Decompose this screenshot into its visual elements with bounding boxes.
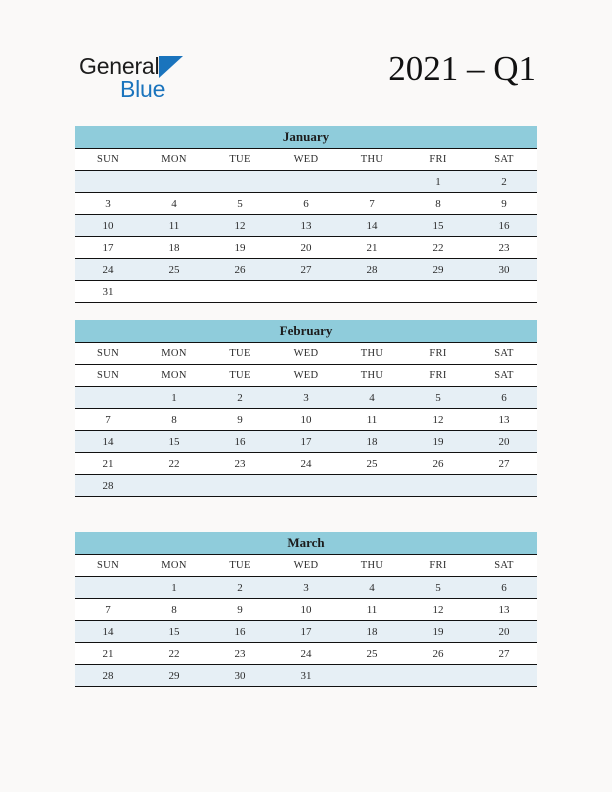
day-of-week-header-tue: TUE: [207, 343, 273, 365]
day-of-week-header-thu: THU: [339, 343, 405, 365]
day-cell-empty: [273, 281, 339, 303]
day-of-week-header-sat: SAT: [471, 343, 537, 365]
week-row: [75, 475, 537, 497]
day-cell[interactable]: 20: [471, 431, 537, 453]
day-of-week-header-sun: SUN: [75, 149, 141, 171]
day-of-week-header-sat: SAT: [471, 149, 537, 171]
day-cell[interactable]: 14: [75, 621, 141, 643]
day-cell[interactable]: 5: [405, 577, 471, 599]
day-cell-empty: [207, 475, 273, 497]
day-cell-empty: [75, 171, 141, 193]
day-cell[interactable]: 2: [207, 577, 273, 599]
day-cell[interactable]: 29: [405, 259, 471, 281]
day-of-week-header-sun: SUN: [75, 555, 141, 577]
day-cell[interactable]: 18: [141, 237, 207, 259]
day-of-week-header-row: [75, 149, 537, 171]
day-cell[interactable]: 29: [141, 665, 207, 687]
day-cell-empty: [75, 387, 141, 409]
day-cell[interactable]: 15: [141, 621, 207, 643]
day-cell[interactable]: 22: [141, 643, 207, 665]
day-cell[interactable]: 1: [141, 577, 207, 599]
day-cell[interactable]: 11: [141, 215, 207, 237]
page-header: [0, 0, 612, 120]
day-cell[interactable]: 9: [471, 193, 537, 215]
day-cell[interactable]: 9: [207, 599, 273, 621]
week-row: [75, 431, 537, 453]
day-of-week-header-wed: WED: [273, 343, 339, 365]
day-cell[interactable]: 18: [339, 621, 405, 643]
day-cell[interactable]: 2: [471, 171, 537, 193]
day-cell[interactable]: 30: [207, 665, 273, 687]
day-cell[interactable]: 10: [273, 599, 339, 621]
day-cell[interactable]: 10: [273, 409, 339, 431]
day-of-week-header-thu: THU: [339, 149, 405, 171]
day-cell[interactable]: 23: [207, 453, 273, 475]
week-row: [75, 237, 537, 259]
day-cell[interactable]: 18: [339, 431, 405, 453]
day-cell-empty: [405, 665, 471, 687]
day-of-week-header-thu: THU: [339, 365, 405, 387]
day-cell[interactable]: 21: [339, 237, 405, 259]
day-cell[interactable]: 26: [207, 259, 273, 281]
day-cell[interactable]: 12: [405, 409, 471, 431]
day-of-week-header-wed: WED: [273, 365, 339, 387]
day-cell[interactable]: 4: [339, 387, 405, 409]
week-row: [75, 193, 537, 215]
day-cell-empty: [207, 281, 273, 303]
triangle-right-icon: [159, 56, 183, 78]
day-of-week-header-sat: SAT: [471, 555, 537, 577]
brand-logo: [79, 54, 279, 106]
day-cell-empty: [273, 475, 339, 497]
day-cell[interactable]: 7: [75, 409, 141, 431]
day-cell[interactable]: 19: [405, 621, 471, 643]
week-row: [75, 453, 537, 475]
day-of-week-header-sat: SAT: [471, 365, 537, 387]
week-row: [75, 599, 537, 621]
day-cell-empty: [471, 665, 537, 687]
day-cell[interactable]: 4: [339, 577, 405, 599]
day-of-week-header-tue: TUE: [207, 365, 273, 387]
day-of-week-header-fri: FRI: [405, 149, 471, 171]
week-row: [75, 281, 537, 303]
day-of-week-header-fri: FRI: [405, 555, 471, 577]
day-cell[interactable]: 22: [405, 237, 471, 259]
day-of-week-header-tue: TUE: [207, 149, 273, 171]
month-title: January: [75, 126, 537, 149]
day-cell[interactable]: 15: [405, 215, 471, 237]
day-of-week-header-sun: SUN: [75, 365, 141, 387]
day-cell-empty: [339, 171, 405, 193]
day-cell-empty: [339, 475, 405, 497]
day-of-week-header-fri: FRI: [405, 343, 471, 365]
day-cell[interactable]: 27: [273, 259, 339, 281]
day-of-week-header-fri: FRI: [405, 365, 471, 387]
day-of-week-header-wed: WED: [273, 149, 339, 171]
week-row: [75, 259, 537, 281]
day-cell-empty: [75, 577, 141, 599]
day-cell[interactable]: 24: [75, 259, 141, 281]
day-cell[interactable]: 22: [141, 453, 207, 475]
day-cell[interactable]: 1: [405, 171, 471, 193]
day-cell[interactable]: 28: [339, 259, 405, 281]
day-cell[interactable]: 2: [207, 387, 273, 409]
month-grid: [75, 343, 537, 497]
day-cell[interactable]: 24: [273, 453, 339, 475]
day-cell-empty: [141, 475, 207, 497]
day-cell[interactable]: 24: [273, 643, 339, 665]
day-of-week-header-tue: TUE: [207, 555, 273, 577]
day-cell[interactable]: 16: [207, 431, 273, 453]
month-block-january: [75, 126, 537, 303]
week-row: [75, 171, 537, 193]
day-cell[interactable]: 14: [75, 431, 141, 453]
day-cell[interactable]: 17: [273, 621, 339, 643]
day-cell[interactable]: 9: [207, 409, 273, 431]
day-cell[interactable]: 5: [207, 193, 273, 215]
day-of-week-header-thu: THU: [339, 555, 405, 577]
day-cell[interactable]: 6: [471, 387, 537, 409]
brand-logo-bottom-row: [120, 76, 165, 102]
day-of-week-header-mon: MON: [141, 365, 207, 387]
page-title: 2021 – Q1: [388, 49, 536, 88]
month-title: March: [75, 532, 537, 555]
day-cell-empty: [141, 281, 207, 303]
day-cell[interactable]: 1: [141, 387, 207, 409]
day-cell[interactable]: 16: [207, 621, 273, 643]
day-cell[interactable]: 8: [141, 599, 207, 621]
day-cell[interactable]: 8: [141, 409, 207, 431]
month-title: February: [75, 320, 537, 343]
day-cell[interactable]: 20: [471, 621, 537, 643]
month-grid-body: [75, 343, 537, 497]
day-cell[interactable]: 14: [339, 215, 405, 237]
day-cell[interactable]: 25: [339, 453, 405, 475]
day-cell[interactable]: 21: [75, 453, 141, 475]
week-row: [75, 621, 537, 643]
day-cell[interactable]: 21: [75, 643, 141, 665]
day-cell[interactable]: 15: [141, 431, 207, 453]
day-cell[interactable]: 10: [75, 215, 141, 237]
day-cell[interactable]: 6: [273, 193, 339, 215]
day-of-week-header-row: [75, 343, 537, 365]
month-grid-body: [75, 149, 537, 303]
day-cell-empty: [339, 281, 405, 303]
brand-name-general: General: [79, 53, 160, 79]
day-cell[interactable]: 13: [471, 599, 537, 621]
day-cell[interactable]: 12: [405, 599, 471, 621]
day-of-week-header-sun: SUN: [75, 343, 141, 365]
day-cell[interactable]: 23: [471, 237, 537, 259]
day-cell-empty: [405, 475, 471, 497]
day-of-week-header-mon: MON: [141, 343, 207, 365]
day-cell-empty: [405, 281, 471, 303]
day-cell[interactable]: 11: [339, 599, 405, 621]
week-row: [75, 577, 537, 599]
day-cell[interactable]: 17: [273, 431, 339, 453]
day-cell[interactable]: 3: [273, 577, 339, 599]
day-of-week-header-wed: WED: [273, 555, 339, 577]
month-grid-body: [75, 555, 537, 687]
day-cell-empty: [471, 475, 537, 497]
day-cell[interactable]: 19: [207, 237, 273, 259]
month-grid: [75, 555, 537, 687]
day-of-week-header-row: [75, 365, 537, 387]
day-cell[interactable]: 7: [75, 599, 141, 621]
week-row: [75, 215, 537, 237]
day-cell[interactable]: 8: [405, 193, 471, 215]
day-cell[interactable]: 13: [471, 409, 537, 431]
week-row: [75, 387, 537, 409]
day-cell[interactable]: 28: [75, 665, 141, 687]
day-cell[interactable]: 27: [471, 643, 537, 665]
day-cell-empty: [471, 281, 537, 303]
day-cell[interactable]: 3: [273, 387, 339, 409]
month-block-february: [75, 320, 537, 497]
week-row: [75, 409, 537, 431]
day-cell-empty: [207, 171, 273, 193]
day-cell[interactable]: 28: [75, 475, 141, 497]
day-of-week-header-row: [75, 555, 537, 577]
day-cell[interactable]: 11: [339, 409, 405, 431]
week-row: [75, 643, 537, 665]
day-cell-empty: [141, 171, 207, 193]
day-cell[interactable]: 7: [339, 193, 405, 215]
month-block-march: [75, 532, 537, 687]
day-cell[interactable]: 25: [141, 259, 207, 281]
day-of-week-header-mon: MON: [141, 149, 207, 171]
day-cell[interactable]: 17: [75, 237, 141, 259]
day-cell-empty: [273, 171, 339, 193]
day-cell[interactable]: 6: [471, 577, 537, 599]
day-cell[interactable]: 30: [471, 259, 537, 281]
day-cell[interactable]: 16: [471, 215, 537, 237]
day-cell[interactable]: 27: [471, 453, 537, 475]
day-cell-empty: [339, 665, 405, 687]
week-row: [75, 665, 537, 687]
month-grid: [75, 149, 537, 303]
day-cell[interactable]: 23: [207, 643, 273, 665]
day-cell[interactable]: 26: [405, 643, 471, 665]
day-cell[interactable]: 13: [273, 215, 339, 237]
day-cell[interactable]: 12: [207, 215, 273, 237]
day-cell[interactable]: 26: [405, 453, 471, 475]
day-cell[interactable]: 4: [141, 193, 207, 215]
day-cell[interactable]: 20: [273, 237, 339, 259]
day-cell[interactable]: 5: [405, 387, 471, 409]
brand-name-blue: Blue: [120, 76, 166, 102]
day-cell[interactable]: 19: [405, 431, 471, 453]
day-of-week-header-mon: MON: [141, 555, 207, 577]
day-cell[interactable]: 25: [339, 643, 405, 665]
day-cell[interactable]: 31: [75, 281, 141, 303]
day-cell[interactable]: 3: [75, 193, 141, 215]
day-cell[interactable]: 31: [273, 665, 339, 687]
